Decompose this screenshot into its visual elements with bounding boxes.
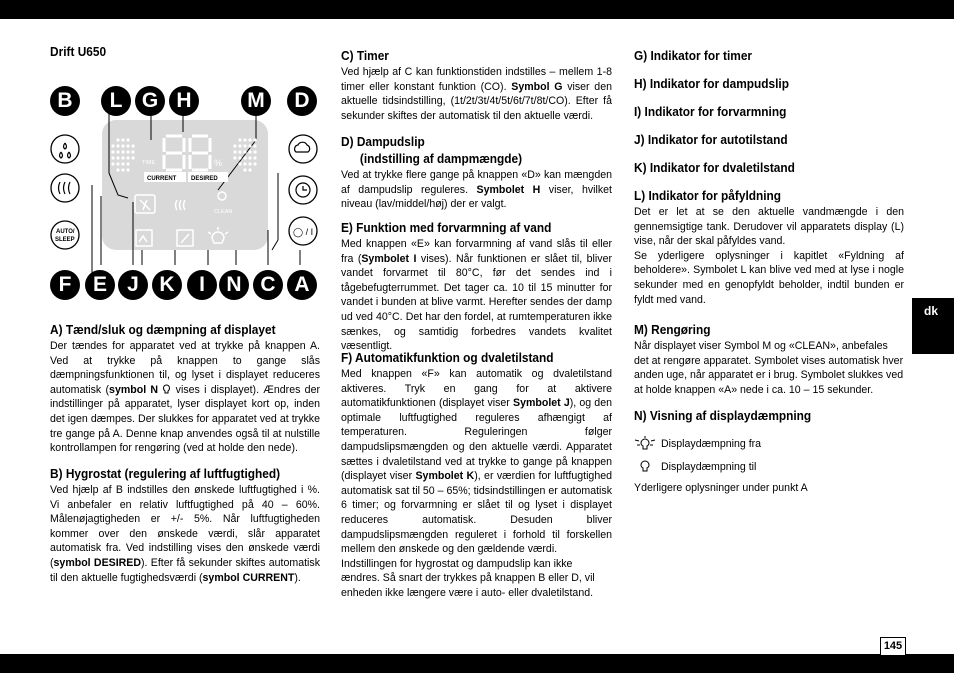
indicator-J-title: J) Indikator for autotilstand [634,132,788,147]
bulb-icon [634,459,656,475]
column-1 [50,44,320,61]
section-M-title: M) Rengøring [634,322,711,337]
section-L-text-1: Det er let at se den aktuelle vandmængde i den gennemsigtige tank. Derudover vil apparatets display (L) vise, når der skal påfyldes vand. [634,206,904,248]
section-A-title: A) Tænd/sluk og dæmpning af displayet [50,322,276,337]
section-B-bold-2: symbol CURRENT [202,571,295,584]
section-F-bold-2: Symbolet K [415,470,475,483]
section-E-bold-1: Symbolet I [361,252,417,265]
section-M [634,322,904,397]
section-N-note: Yderligere oplysninger under punkt A [634,482,808,494]
section-F-text-4: Indstillingen for hygrostat og dampudslip kan ikke ændres. Så snart der trykkes på knappen B eller D, vil enheden ikke længere være i auto- eller dvaletilstand. [341,557,595,599]
label-H: H [169,86,199,116]
legend-dim-off [634,436,761,452]
section-A-text-1: Der tændes for apparatet ved at trykke på knappen A. Ved at trykke på knappen to gange slås dæmpningsfunktionen til, og lyset i displayet reduceres automatisk ( [50,340,320,396]
indicator-I-title: I) Indikator for forvarmning [634,104,787,119]
sleep-label: SLEEP [55,237,75,243]
language-tab [912,298,954,354]
section-B-title: B) Hygrostat (regulering af luftfugtighed) [50,466,281,481]
legend-dim-on-text: Displaydæmpning til [660,460,757,473]
section-M-text: Når displayet viser Symbol M og «CLEAN», anbefales det at rengøre apparatet. Symbolet vises automatisk hver anden uge, når apparatet er i brug. Symbolet slukkes ved at holde knappen «A» nede i ca. 10 – 15 sekunder. [634,340,904,396]
section-C-text-2: viser den aktuelle tidsindstilling, (1t/2t/3t/4t/5t/6t/7t/8t/CO). Efter få sekunder skiftes der automatisk til den aktuelle værdi. [341,80,612,122]
section-N [634,408,904,425]
section-F-title: F) Automatikfunktion og dvaletilstand [341,350,554,365]
label-G: G [135,86,165,116]
clean-label: CLEAN [214,209,233,215]
steam-button [289,135,317,163]
label-M: M [241,86,271,116]
section-C-bold-1: Symbol G [511,80,563,93]
label-I: I [187,270,217,300]
section-B-text-2: ). Efter få sekunder skiftes automatisk til den aktuelle fugtighedsværdi ( [50,556,320,584]
section-F-bold-1: Symbolet J [513,397,570,410]
bulb-rays-icon [634,436,656,452]
label-E: E [85,270,115,300]
section-C [341,48,612,123]
power-symbol-label: ◯ / I [293,227,314,237]
section-A-text-2: vises i displayet). Ændres der indstillinger på apparatet, lyser displayet kort op, inden det igen dæmpes. Der slukkes for apparatet ved at trykke tre gange på A. Denne knap anvendes også til at nulstille kontrollampen for rengøring (ved at holde den nede). [50,383,320,455]
label-J: J [118,270,148,300]
section-D-title-1: D) Dampudslip [341,134,425,149]
label-F: F [50,270,80,300]
legend-dim-off-text: Displaydæmpning fra [660,437,762,450]
current-label: CURRENT [147,176,177,182]
indicator-H-title: H) Indikator for dampudslip [634,76,789,91]
indicator-G-title: G) Indikator for timer [634,48,753,63]
section-B [50,466,320,585]
preheat-button [51,174,79,202]
label-K: K [152,270,182,300]
label-C: C [253,270,283,300]
section-D [341,134,612,212]
label-A: A [287,270,317,300]
section-A [50,322,320,456]
section-B-text-3: ). [294,571,301,584]
auto-label: AUTO/ [56,229,75,235]
section-E [341,220,612,354]
section-D-text-1: Ved at trykke flere gange på knappen «D» kan mængden af dampudslip reguleres. [341,169,612,196]
label-D: D [287,86,317,116]
section-B-text-1: Ved hjælp af B indstilles den ønskede luftfugtighed i %. Vi anbefaler en relativ luftfugtighed på 40 – 60%. Målenøjagtigheden er +/- 5%. Når luftfugtigheden kommer over den ønskede værdi, slår apparatet automatisk fra. Ved indstilling vises den ønskede værdi ( [50,484,320,569]
bottom-bar [0,654,954,673]
percent-label: % [214,158,223,168]
section-D-text-2: viser, hvilket niveau (lav/middel/høj) der er valgt. [341,183,612,211]
section-C-title: C) Timer [341,48,389,63]
section-E-text-1: Med knappen «E» kan forvarmning af vand slås til eller fra ( [341,238,612,265]
language-tab-label: dk [924,304,939,318]
section-E-title: E) Funktion med forvarmning af vand [341,220,552,235]
section-D-bold-1: Symbolet H [476,183,541,196]
section-F-text-3: ), er værdien for luftfugtighed automatisk sat til 50 – 65%; tidsindstillingen er automatisk 6 timer; og forvarmning er slået til og lyset i displayet reduceres automatisk. Desuden bliver dampudslipsmængden reguleret i forhold til forskellen mellem den ønskede og den gældende værdi. [341,470,612,556]
section-F [341,350,612,601]
section-F-text-1: Med knappen «F» kan automatik og dvaletilstand aktiveres. Tryk en gang for at aktivere automatikfunktionen (displayet viser [341,368,612,410]
top-bar [0,0,954,19]
desired-label: DESIRED [191,176,218,182]
section-N-title: N) Visning af displaydæmpning [634,408,812,423]
label-L: L [101,86,131,116]
indicator-L-title: L) Indikator for påfyldning [634,188,782,203]
section-L-text-2: Se yderligere oplysninger i kapitlet «Fyldning af beholdere». Symbolet L kan blive ved med at lyse i nogle sekunder med en genopfyldt beholder, indtil bunden er fyldt med vand. [634,249,904,306]
section-A-bold-1: symbol N [109,383,159,396]
legend-dim-on [634,459,756,475]
label-N: N [219,270,249,300]
section-F-text-2: ), og den optimale luftfugtighed reguleres afhængigt af temperaturen. Reguleringen følger dampudslipsmængden og den aktuelle værdi. Apparatet sættes i dvaletilstand ved at trykke to gange på knappen (displayet viser [341,397,612,483]
time-label: TIME [142,160,156,166]
section-title-drift: Drift U650 [50,44,107,59]
indicators-list [634,48,904,307]
page-number: 145 [880,637,906,656]
section-B-bold-1: symbol DESIRED [53,556,142,569]
section-D-title-2: (indstilling af dampmængde) [359,151,523,166]
indicator-K-title: K) Indikator for dvaletilstand [634,160,795,175]
auto-sleep-button [51,221,79,249]
label-B: B [50,86,80,116]
section-E-text-2: vises). Når funktionen er slået til, bliver vandet forvarmet til 80°C, før det sendes ind i tågebefugterrummet. Det tager ca. 10 til 15 minutter for vandet i bunden at blive varmt. Herefter sendes der damp ud ved 40°C. Det har den fordel, at rumtemperaturen ikke sænkes, og samtidig forbedres vandets kvalitet væsentligt. [341,252,612,353]
section-C-text-1: Ved hjælp af C kan funktionstiden indstilles – mellem 1-8 timer eller konstant funktion (CO). [341,66,612,93]
